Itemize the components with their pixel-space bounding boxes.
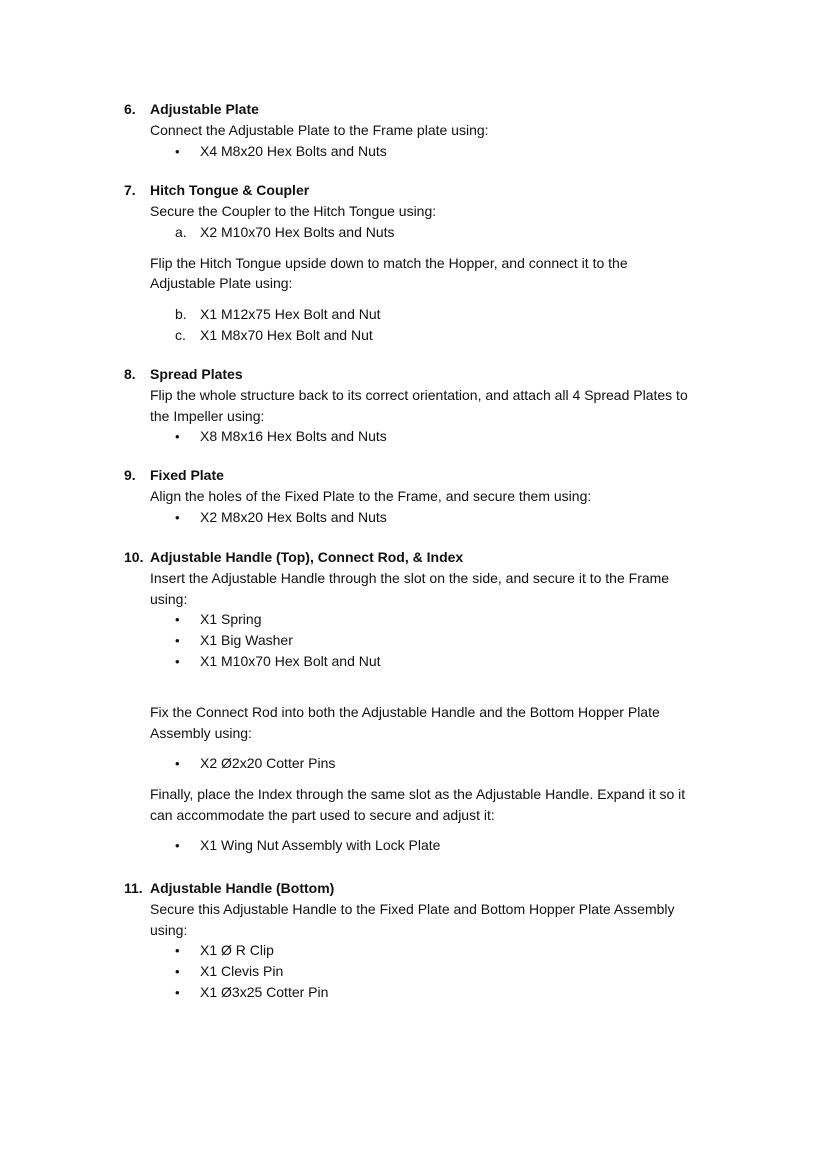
list-item-text: X1 M12x75 Hex Bolt and Nut bbox=[200, 305, 381, 322]
bullet-marker: • bbox=[175, 756, 180, 771]
section-heading bbox=[124, 465, 724, 486]
paragraph bbox=[150, 568, 724, 609]
bullet-marker: • bbox=[175, 429, 180, 444]
section-number: 6. bbox=[124, 101, 136, 117]
paragraph bbox=[150, 120, 724, 141]
paragraph-line: Align the holes of the Fixed Plate to the Frame, and secure them using: bbox=[150, 488, 592, 504]
section-8 bbox=[124, 364, 724, 447]
section-number: 9. bbox=[124, 467, 136, 483]
paragraph-line: Flip the Hitch Tongue upside down to match the Hopper, and connect it to the bbox=[150, 254, 628, 271]
list-item bbox=[124, 940, 724, 961]
section-heading bbox=[124, 878, 724, 899]
list-item bbox=[124, 630, 724, 651]
section-7 bbox=[124, 180, 724, 346]
section-heading bbox=[124, 364, 724, 385]
paragraph-line: can accommodate the part used to secure and adjust it: bbox=[150, 806, 495, 823]
list-item-text: X1 Ø R Clip bbox=[200, 942, 274, 958]
paragraph-line: the Impeller using: bbox=[150, 407, 265, 424]
list-item bbox=[124, 141, 724, 162]
paragraph bbox=[150, 201, 724, 222]
section-9 bbox=[124, 465, 724, 528]
section-number: 8. bbox=[124, 366, 136, 382]
paragraph bbox=[150, 784, 724, 825]
bullet-marker: • bbox=[175, 943, 180, 958]
section-6 bbox=[124, 99, 724, 162]
list-item-text: X2 M8x20 Hex Bolts and Nuts bbox=[200, 508, 387, 525]
letter-marker: b. bbox=[175, 305, 187, 322]
bullet-marker: • bbox=[175, 985, 180, 1000]
letter-marker: c. bbox=[175, 326, 186, 343]
paragraph bbox=[150, 486, 724, 507]
list-item-text: X1 Ø3x25 Cotter Pin bbox=[200, 984, 329, 1000]
section-number: 10. bbox=[124, 549, 144, 565]
list-item-text: X1 Wing Nut Assembly with Lock Plate bbox=[200, 837, 441, 853]
section-number: 7. bbox=[124, 182, 136, 198]
list-item bbox=[124, 325, 724, 346]
list-item bbox=[124, 609, 724, 630]
paragraph-line: Adjustable Plate using: bbox=[150, 275, 293, 291]
paragraph-line: Secure the Coupler to the Hitch Tongue using: bbox=[150, 203, 437, 219]
paragraph-line: Insert the Adjustable Handle through the slot on the side, and secure it to the Frame bbox=[150, 570, 670, 586]
bullet-marker: • bbox=[175, 612, 180, 627]
list-item bbox=[124, 304, 724, 325]
bullet-marker: • bbox=[175, 654, 180, 669]
list-item bbox=[124, 507, 724, 528]
letter-marker: a. bbox=[175, 223, 187, 240]
paragraph-line: Flip the whole structure back to its correct orientation, and attach all 4 Spread Plates to bbox=[150, 387, 688, 403]
paragraph-line: using: bbox=[150, 921, 188, 938]
list-item-text: X1 M8x70 Hex Bolt and Nut bbox=[200, 326, 373, 343]
paragraph-line: using: bbox=[150, 590, 188, 607]
paragraph-line: Connect the Adjustable Plate to the Frame plate using: bbox=[150, 122, 489, 138]
section-title: Adjustable Handle (Top), Connect Rod, & Index bbox=[150, 549, 464, 565]
list-item bbox=[124, 835, 724, 856]
paragraph bbox=[150, 899, 724, 940]
section-heading bbox=[124, 99, 724, 120]
paragraph-line: Finally, place the Index through the same slot as the Adjustable Handle. Expand it so it bbox=[150, 786, 686, 802]
list-item bbox=[124, 961, 724, 982]
paragraph-line: Assembly using: bbox=[150, 724, 252, 741]
bullet-marker: • bbox=[175, 509, 180, 525]
bullet-marker: • bbox=[175, 838, 180, 853]
list-item-text: X1 Clevis Pin bbox=[200, 963, 284, 979]
section-10 bbox=[124, 547, 724, 856]
section-heading bbox=[124, 180, 724, 201]
list-item-text: X2 M10x70 Hex Bolts and Nuts bbox=[200, 223, 395, 240]
section-title: Adjustable Handle (Bottom) bbox=[150, 880, 335, 896]
paragraph bbox=[150, 702, 724, 743]
list-item bbox=[124, 982, 724, 1003]
list-item bbox=[124, 651, 724, 672]
section-title: Hitch Tongue & Coupler bbox=[150, 182, 310, 198]
list-item-text: X1 Big Washer bbox=[200, 632, 293, 648]
section-title: Spread Plates bbox=[150, 366, 243, 382]
list-item-text: X1 Spring bbox=[200, 611, 262, 627]
section-title: Adjustable Plate bbox=[150, 101, 259, 117]
section-title: Fixed Plate bbox=[150, 467, 224, 483]
bullet-marker: • bbox=[175, 964, 180, 979]
list-item-text: X8 M8x16 Hex Bolts and Nuts bbox=[200, 428, 387, 444]
list-item-text: X4 M8x20 Hex Bolts and Nuts bbox=[200, 142, 387, 159]
list-item bbox=[124, 222, 724, 243]
list-item-text: X1 M10x70 Hex Bolt and Nut bbox=[200, 653, 381, 669]
paragraph-line: Secure this Adjustable Handle to the Fixed Plate and Bottom Hopper Plate Assembly bbox=[150, 901, 675, 917]
bullet-marker: • bbox=[175, 143, 180, 159]
section-heading bbox=[124, 547, 724, 568]
paragraph bbox=[150, 385, 724, 426]
list-item-text: X2 Ø2x20 Cotter Pins bbox=[200, 755, 336, 771]
list-item bbox=[124, 426, 724, 447]
section-11 bbox=[124, 878, 724, 1003]
paragraph bbox=[150, 253, 724, 294]
section-number: 11. bbox=[124, 880, 143, 896]
list-item bbox=[124, 753, 724, 774]
paragraph-line: Fix the Connect Rod into both the Adjustable Handle and the Bottom Hopper Plate bbox=[150, 704, 660, 720]
bullet-marker: • bbox=[175, 633, 180, 648]
